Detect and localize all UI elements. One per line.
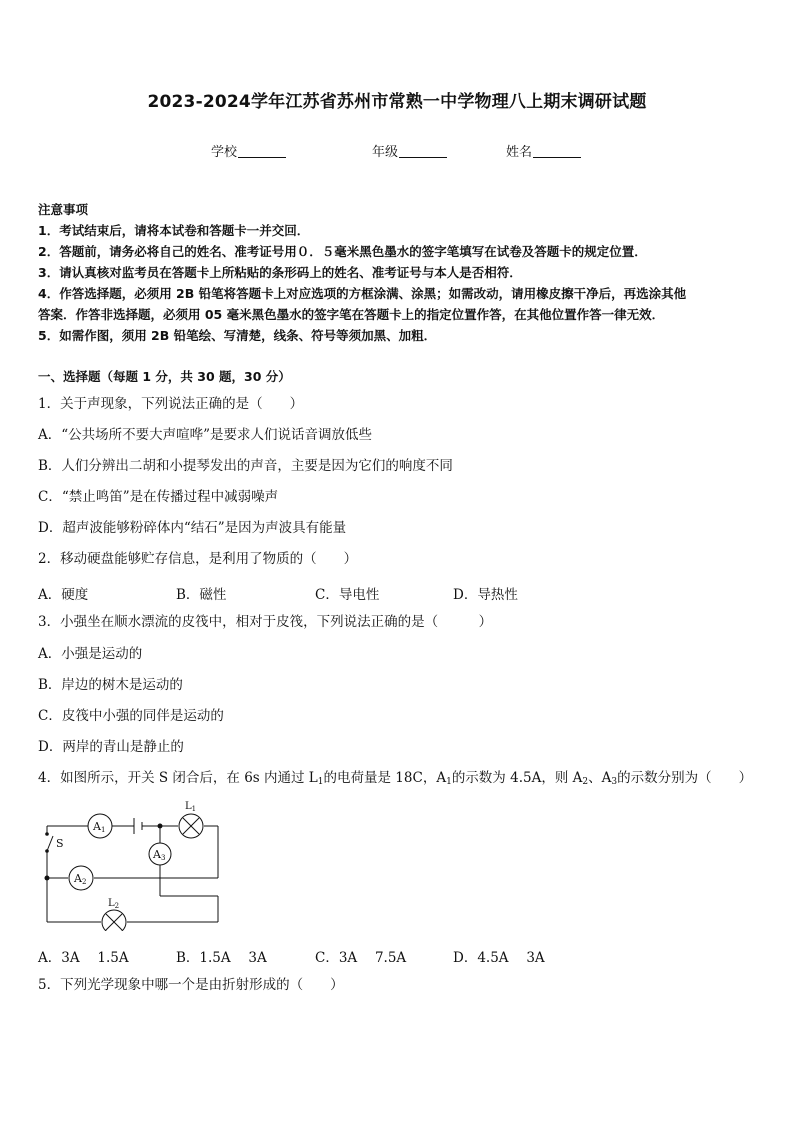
notice-item: 3．请认真核对监考员在答题卡上所粘贴的条形码上的姓名、准考证号与本人是否相符． [38, 265, 522, 280]
question-1-option-c[interactable]: C．“禁止鸣笛”是在传播过程中减弱噪声 [38, 489, 279, 505]
question-3-option-d[interactable]: D．两岸的青山是静止的 [38, 739, 184, 755]
school-label: 学校 [211, 145, 238, 160]
grade-label: 年级 [372, 145, 399, 160]
question-4-option-c[interactable]: C．3A 7.5A [315, 950, 407, 966]
circuit-diagram [38, 796, 228, 931]
question-3-option-b[interactable]: B．岸边的树木是运动的 [38, 677, 183, 693]
notice-item: 5．如需作图，须用 2B 铅笔绘、写清楚，线条、符号等须加黑、加粗． [38, 328, 437, 343]
question-1-option-a[interactable]: A．“公共场所不要大声喧哗”是要求人们说话音调放低些 [38, 427, 373, 443]
notice-item: 2．答题前，请务必将自己的姓名、准考证号用０．５毫米黑色墨水的签字笔填写在试卷及答题卡的规定位置． [38, 244, 647, 259]
notice-item: 1．考试结束后，请将本试卷和答题卡一并交回． [38, 223, 310, 238]
question-1-option-d[interactable]: D．超声波能够粉碎体内“结石”是因为声波具有能量 [38, 520, 347, 536]
notice-item: 答案．作答非选择题，必须用 05 毫米黑色墨水的签字笔在答题卡上的指定位置作答，在其他位置作答一律无效． [38, 307, 665, 322]
question-5-stem: 5．下列光学现象中哪一个是由折射形成的（ ） [38, 977, 344, 993]
question-2-option-d[interactable]: D．导热性 [453, 587, 518, 603]
name-label: 姓名 [506, 145, 533, 160]
grade-field[interactable] [372, 141, 447, 160]
question-4-option-d[interactable]: D．4.5A 3A [453, 950, 545, 966]
lamp-l2-icon [102, 910, 126, 931]
question-1-stem: 1．关于声现象，下列说法正确的是（ ） [38, 396, 304, 412]
notice-item: 4．作答选择题，必须用 2B 铅笔将答题卡上对应选项的方框涂满、涂黑；如需改动，请用橡皮擦干净后，再选涂其他 [38, 286, 687, 301]
question-2-stem: 2．移动硬盘能够贮存信息，是利用了物质的（ ） [38, 551, 358, 567]
label-a1: A1 [93, 820, 106, 834]
name-field[interactable] [506, 141, 581, 160]
label-l1: $L_1$ [185, 801, 197, 813]
school-blank[interactable] [238, 144, 286, 158]
school-field[interactable] [211, 141, 286, 160]
label-switch: S [56, 837, 64, 850]
label-l2: $L_2$ [108, 898, 120, 910]
question-3-option-a[interactable]: A．小强是运动的 [38, 646, 143, 662]
label-a2: A2 [74, 872, 87, 886]
question-3-option-c[interactable]: C．皮筏中小强的同伴是运动的 [38, 708, 224, 724]
question-4-option-a[interactable]: A．3A 1.5A [38, 950, 129, 966]
question-1-option-b[interactable]: B．人们分辨出二胡和小提琴发出的声音，主要是因为它们的响度不同 [38, 458, 453, 474]
label-a3: A3 [153, 848, 166, 862]
name-blank[interactable] [533, 144, 581, 158]
grade-blank[interactable] [399, 144, 447, 158]
question-2-option-a[interactable]: A．硬度 [38, 587, 89, 603]
section-heading: 一、选择题（每题 1 分，共 30 题，30 分） [38, 369, 291, 384]
notice-heading: 注意事项 [38, 202, 89, 217]
question-4-stem: 4．如图所示，开关 S 闭合后，在 6s 内通过 $L_1$的电荷量是 18C，$A_1$的示数为 4.5A，则 $A_2$、$A_3$的示数分别为（ ） [38, 770, 753, 787]
question-3-stem: 3．小强坐在顺水漂流的皮筏中，相对于皮筏，下列说法正确的是（ ） [38, 614, 493, 630]
page-title: 2023-2024学年江苏省苏州市常熟一中学物理八上期末调研试题 [147, 92, 647, 112]
question-4-option-b[interactable]: B．1.5A 3A [176, 950, 267, 966]
question-2-option-b[interactable]: B．磁性 [176, 587, 227, 603]
question-2-option-c[interactable]: C．导电性 [315, 587, 380, 603]
